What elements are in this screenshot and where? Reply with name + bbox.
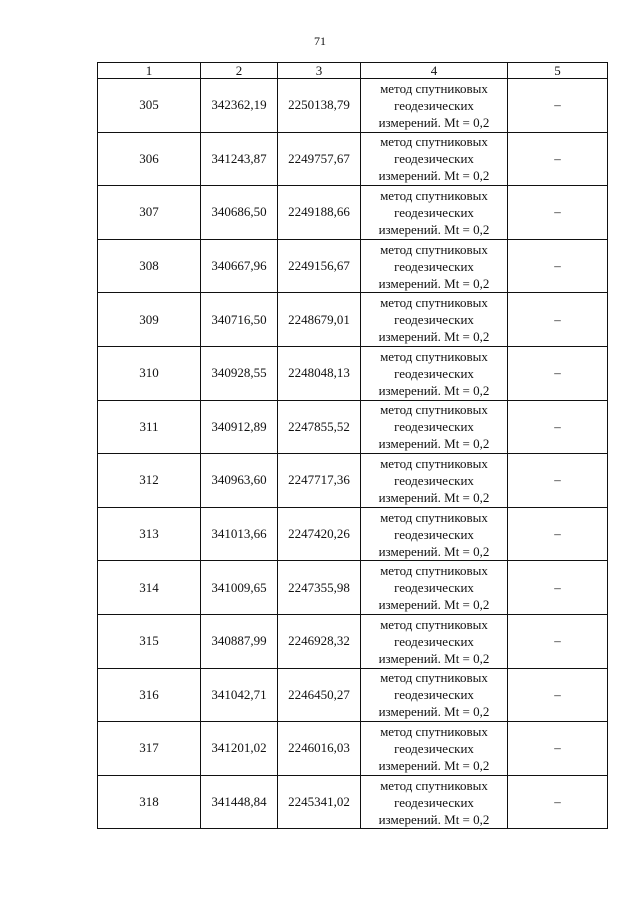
note-cell: – xyxy=(508,507,608,561)
point-number-cell: 317 xyxy=(98,722,201,776)
x-coordinate-cell: 341042,71 xyxy=(201,668,278,722)
method-cell xyxy=(361,775,508,829)
point-number-cell: 310 xyxy=(98,346,201,400)
table-row xyxy=(98,346,608,400)
note-cell: – xyxy=(508,614,608,668)
x-coordinate-cell: 340928,55 xyxy=(201,346,278,400)
header-row xyxy=(98,63,608,79)
method-line-2: геодезических xyxy=(394,526,474,542)
method-cell xyxy=(361,400,508,454)
x-coordinate-cell: 341009,65 xyxy=(201,561,278,615)
note-cell: – xyxy=(508,400,608,454)
method-cell xyxy=(361,239,508,293)
y-coordinate-cell: 2247717,36 xyxy=(278,454,361,508)
point-number-cell: 314 xyxy=(98,561,201,615)
method-line-2: геодезических xyxy=(394,794,474,810)
method-line-1: метод спутниковых xyxy=(380,295,488,311)
method-line-2: геодезических xyxy=(394,97,474,113)
table-row xyxy=(98,507,608,561)
table-row xyxy=(98,775,608,829)
method-line-1: метод спутниковых xyxy=(380,80,488,96)
table-row xyxy=(98,293,608,347)
method-line-3: измерений. Mt = 0,2 xyxy=(378,114,490,130)
method-line-3: измерений. Mt = 0,2 xyxy=(378,489,490,505)
note-cell: – xyxy=(508,454,608,508)
method-line-3: измерений. Mt = 0,2 xyxy=(378,329,490,345)
point-number-cell: 315 xyxy=(98,614,201,668)
method-line-2: геодезических xyxy=(394,687,474,703)
x-coordinate-cell: 341448,84 xyxy=(201,775,278,829)
y-coordinate-cell: 2246016,03 xyxy=(278,722,361,776)
y-coordinate-cell: 2248679,01 xyxy=(278,293,361,347)
method-cell xyxy=(361,722,508,776)
method-cell xyxy=(361,561,508,615)
table-row xyxy=(98,239,608,293)
method-line-1: метод спутниковых xyxy=(380,616,488,632)
y-coordinate-cell: 2247855,52 xyxy=(278,400,361,454)
note-cell: – xyxy=(508,239,608,293)
point-number-cell: 313 xyxy=(98,507,201,561)
x-coordinate-cell: 340912,89 xyxy=(201,400,278,454)
method-cell xyxy=(361,507,508,561)
method-line-3: измерений. Mt = 0,2 xyxy=(378,221,490,237)
method-line-2: геодезических xyxy=(394,472,474,488)
method-line-2: геодезических xyxy=(394,151,474,167)
table-row xyxy=(98,561,608,615)
method-line-1: метод спутниковых xyxy=(380,187,488,203)
method-line-1: метод спутниковых xyxy=(380,563,488,579)
y-coordinate-cell: 2246928,32 xyxy=(278,614,361,668)
method-line-2: геодезических xyxy=(394,312,474,328)
x-coordinate-cell: 342362,19 xyxy=(201,79,278,133)
x-coordinate-cell: 341201,02 xyxy=(201,722,278,776)
column-header-3: 3 xyxy=(278,63,361,79)
table-row xyxy=(98,722,608,776)
point-number-cell: 311 xyxy=(98,400,201,454)
point-number-cell: 316 xyxy=(98,668,201,722)
y-coordinate-cell: 2249757,67 xyxy=(278,132,361,186)
x-coordinate-cell: 340667,96 xyxy=(201,239,278,293)
method-line-2: геодезических xyxy=(394,740,474,756)
note-cell: – xyxy=(508,293,608,347)
table-row xyxy=(98,132,608,186)
method-cell xyxy=(361,346,508,400)
y-coordinate-cell: 2245341,02 xyxy=(278,775,361,829)
method-line-3: измерений. Mt = 0,2 xyxy=(378,275,490,291)
table-row xyxy=(98,454,608,508)
x-coordinate-cell: 340963,60 xyxy=(201,454,278,508)
method-line-2: геодезических xyxy=(394,204,474,220)
method-line-1: метод спутниковых xyxy=(380,777,488,793)
x-coordinate-cell: 340887,99 xyxy=(201,614,278,668)
column-header-1: 1 xyxy=(98,63,201,79)
method-line-3: измерений. Mt = 0,2 xyxy=(378,168,490,184)
table-row xyxy=(98,400,608,454)
y-coordinate-cell: 2249156,67 xyxy=(278,239,361,293)
y-coordinate-cell: 2247355,98 xyxy=(278,561,361,615)
x-coordinate-cell: 340716,50 xyxy=(201,293,278,347)
x-coordinate-cell: 341243,87 xyxy=(201,132,278,186)
column-header-4: 4 xyxy=(361,63,508,79)
coordinates-table xyxy=(97,62,608,829)
method-cell xyxy=(361,668,508,722)
method-line-1: метод спутниковых xyxy=(380,348,488,364)
y-coordinate-cell: 2247420,26 xyxy=(278,507,361,561)
y-coordinate-cell: 2246450,27 xyxy=(278,668,361,722)
point-number-cell: 305 xyxy=(98,79,201,133)
method-line-2: геодезических xyxy=(394,258,474,274)
note-cell: – xyxy=(508,132,608,186)
method-line-3: измерений. Mt = 0,2 xyxy=(378,704,490,720)
table-header xyxy=(98,63,608,79)
note-cell: – xyxy=(508,561,608,615)
method-line-1: метод спутниковых xyxy=(380,241,488,257)
table-row xyxy=(98,186,608,240)
page-number: 71 xyxy=(314,34,326,48)
method-line-1: метод спутниковых xyxy=(380,455,488,471)
point-number-cell: 312 xyxy=(98,454,201,508)
point-number-cell: 307 xyxy=(98,186,201,240)
y-coordinate-cell: 2250138,79 xyxy=(278,79,361,133)
method-line-1: метод спутниковых xyxy=(380,670,488,686)
note-cell: – xyxy=(508,346,608,400)
method-line-1: метод спутниковых xyxy=(380,509,488,525)
note-cell: – xyxy=(508,186,608,240)
method-line-3: измерений. Mt = 0,2 xyxy=(378,436,490,452)
method-line-3: измерений. Mt = 0,2 xyxy=(378,650,490,666)
note-cell: – xyxy=(508,722,608,776)
point-number-cell: 306 xyxy=(98,132,201,186)
y-coordinate-cell: 2249188,66 xyxy=(278,186,361,240)
method-line-3: измерений. Mt = 0,2 xyxy=(378,811,490,827)
column-header-2: 2 xyxy=(201,63,278,79)
method-line-1: метод спутниковых xyxy=(380,134,488,150)
table-body xyxy=(98,79,608,829)
method-line-1: метод спутниковых xyxy=(380,723,488,739)
method-cell xyxy=(361,132,508,186)
method-line-2: геодезических xyxy=(394,580,474,596)
method-line-2: геодезических xyxy=(394,419,474,435)
x-coordinate-cell: 341013,66 xyxy=(201,507,278,561)
table-row xyxy=(98,79,608,133)
method-cell xyxy=(361,614,508,668)
point-number-cell: 309 xyxy=(98,293,201,347)
point-number-cell: 308 xyxy=(98,239,201,293)
x-coordinate-cell: 340686,50 xyxy=(201,186,278,240)
method-line-3: измерений. Mt = 0,2 xyxy=(378,382,490,398)
note-cell: – xyxy=(508,775,608,829)
method-line-2: геодезических xyxy=(394,365,474,381)
method-line-3: измерений. Mt = 0,2 xyxy=(378,597,490,613)
y-coordinate-cell: 2248048,13 xyxy=(278,346,361,400)
note-cell: – xyxy=(508,668,608,722)
method-line-3: измерений. Mt = 0,2 xyxy=(378,543,490,559)
point-number-cell: 318 xyxy=(98,775,201,829)
method-line-3: измерений. Mt = 0,2 xyxy=(378,757,490,773)
method-cell xyxy=(361,293,508,347)
column-header-5: 5 xyxy=(508,63,608,79)
method-cell xyxy=(361,454,508,508)
method-line-2: геодезических xyxy=(394,633,474,649)
table-row xyxy=(98,614,608,668)
note-cell: – xyxy=(508,79,608,133)
method-cell xyxy=(361,79,508,133)
table-row xyxy=(98,668,608,722)
method-cell xyxy=(361,186,508,240)
method-line-1: метод спутниковых xyxy=(380,402,488,418)
